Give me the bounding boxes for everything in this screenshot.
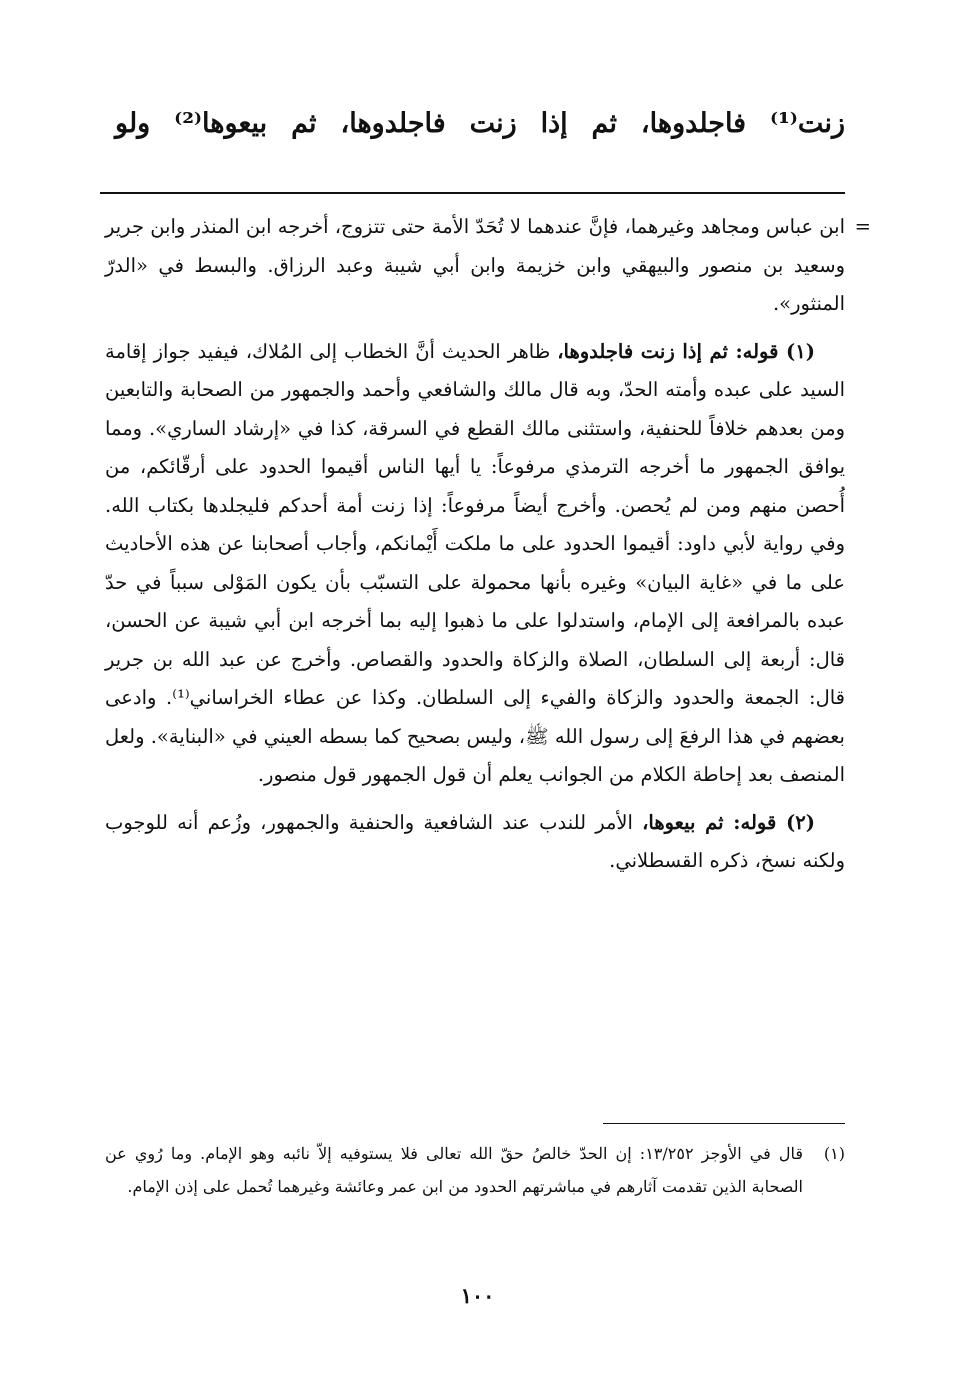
note-2-text: الأمر للندب عند الشافعية والحنفية والجمهور، وزُعم أنه للوجوب ولكنه نسخ، ذكره القسطلاني. <box>105 810 845 872</box>
main-text-line: زنت⁽¹⁾ فاجلدوها، ثم إذا زنت فاجلدوها، ثم بيعوها⁽²⁾ ولو <box>115 108 845 139</box>
continued-commentary-text: ابن عباس ومجاهد وغيرهما، فإنَّ عندهما لا تُحَدّ الأمة حتى تتزوج، أخرجه ابن المنذر وابن جرير وسعيد بن منصور والبيهقي وابن خزيمة وابن أبي شيبة وعبد الرزاق. والبسط في «الدرّ المنثور». <box>105 215 845 315</box>
commentary-note-1 <box>105 333 845 795</box>
commentary-section <box>105 208 871 881</box>
footnote-divider <box>603 1123 845 1124</box>
note-2-label: (٢) قوله: ثم بيعوها، <box>642 810 815 834</box>
footnote-text: قال في الأوجز ١٣/٢٥٢: إن الحدّ خالصُ حقّ الله تعالى فلا يستوفيه إلاّ نائبه وهو الإمام. وما رُوي عن الصحابة الذين تقدمت آثارهم في مباشرتهم الحدود من ابن عمر وعائشة وغيرهما تُحمل على إذن الإمام. <box>105 1144 803 1196</box>
continuation-mark: = <box>854 215 871 238</box>
continued-commentary-paragraph <box>105 208 871 324</box>
footnote-body <box>105 1137 845 1203</box>
commentary-note-2 <box>105 804 845 881</box>
footnote-number: (١) <box>823 1144 845 1163</box>
note-1-text: ظاهر الحديث أنَّ الخطاب إلى المُلاك، فيفيد جواز إقامة السيد على عبده وأمته الحدّ، وبه قال مالك والشافعي وأحمد والجمهور من الصحابة والتابعين ومن بعدهم خلافاً للحنفية، واستثنى مالك القطع في السرقة، كذا في «إرشاد الساري». ومما يوافق الجمهور ما أخرجه الترمذي مرفوعاً: يا أيها الناس أقيموا الحدود على أرقّائكم، من أُحصن منهم ومن لم يُحصن. وأخرج أيضاً مرفوعاً: إذا زنت أمة أحدكم فليجلدها بكتاب الله. وفي رواية لأبي داود: أقيموا الحدود على ما ملكت أَيْمانكم، وأجاب أصحابنا عن هذه الأحاديث على ما في «غاية البيان» وغيره بأنها محمولة على التسبّب بأن يكون المَوْلى سبباً في حدّ عبده بالمرافعة إلى الإمام، واستدلوا على ما ذهبوا إليه بما أخرجه ابن أبي شيبة عن الحسن، قال: أربعة إلى السلطان، الصلاة والزكاة والحدود والقصاص. وأخرج عن عبد الله بن جرير قال: الجمعة والحدود والزكاة والفيء إلى السلطان. وكذا عن عطاء الخراساني⁽¹⁾. وادعى بعضهم في هذا الرفعَ إلى رسول الله ﷺ، وليس بصحيح كما بسطه العيني في «البناية». ولعل المنصف بعد إحاطة الكلام من الجوانب يعلم أن قول الجمهور قول منصور. <box>105 339 845 786</box>
page-number: ١٠٠ <box>460 1283 495 1308</box>
main-text-divider <box>100 192 845 194</box>
footnote <box>105 1137 845 1203</box>
note-1-label: (١) قوله: ثم إذا زنت فاجلدوها، <box>557 339 815 363</box>
